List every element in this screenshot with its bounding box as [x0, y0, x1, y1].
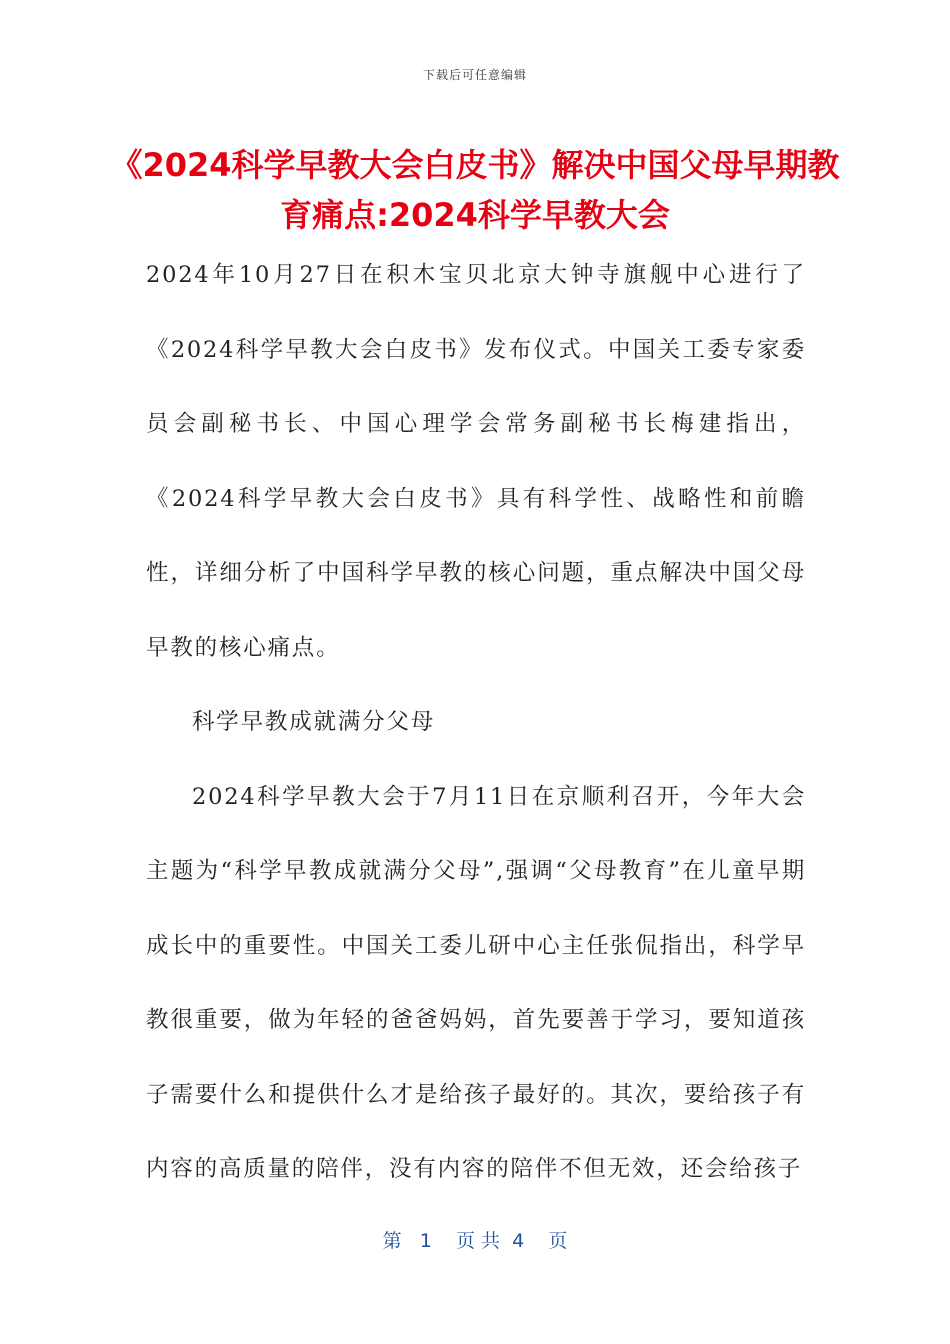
document-body: [146, 238, 806, 1207]
footer-label-end: 页: [548, 1230, 568, 1252]
paragraph-intro: 2024年10月27日在积木宝贝北京大钟寺旗舰中心进行了《2024科学早教大会白皮书》发布仪式。中国关工委专家委员会副秘书长、中国心理学会常务副秘书长梅建指出，《2024科学早教大会白皮书》具有科学性、战略性和前瞻性，详细分析了中国科学早教的核心问题，重点解决中国父母早教的核心痛点。: [146, 262, 806, 661]
page-footer: [0, 1226, 950, 1253]
section-heading: 科学早教成就满分父母: [192, 709, 436, 735]
document-title: 《2024科学早教大会白皮书》解决中国父母早期教育痛点:2024科学早教大会: [110, 146, 840, 234]
footer-current-page: 1: [419, 1230, 432, 1252]
footer-total-pages: 4: [512, 1230, 525, 1252]
header-note: 下载后可任意编辑: [422, 68, 527, 82]
paragraph-conference: 2024科学早教大会于7月11日在京顺利召开，今年大会主题为“科学早教成就满分父母”,强调“父母教育”在儿童早期成长中的重要性。中国关工委儿研中心主任张侃指出，科学早教很重要，做为年轻的爸爸妈妈，首先要善于学习，要知道孩子需要什么和提供什么才是给孩子最好的。其次，要给孩子有内容的高质量的陪伴，没有内容的陪伴不但无效，还会给孩子: [146, 783, 806, 1182]
footer-label-page: 第: [382, 1230, 402, 1252]
footer-label-total: 页 共: [455, 1230, 501, 1252]
